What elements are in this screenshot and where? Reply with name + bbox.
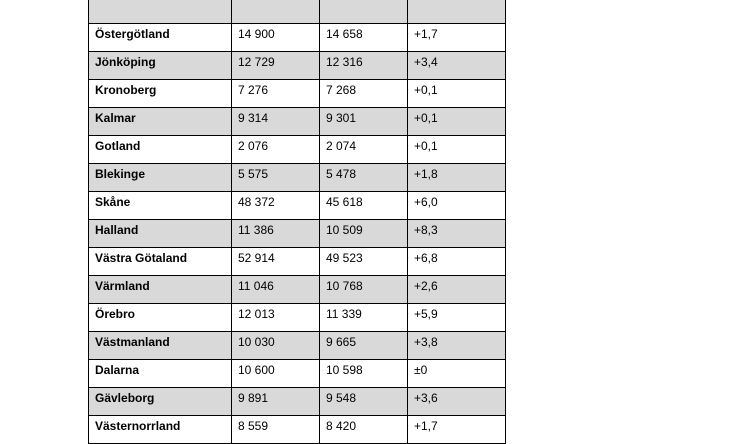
change-cell xyxy=(408,0,506,24)
region-cell: Skåne xyxy=(89,192,232,220)
value-1-cell: 10 600 xyxy=(232,360,320,388)
region-cell: Halland xyxy=(89,220,232,248)
value-1-cell: 9 314 xyxy=(232,108,320,136)
value-2-cell: 14 658 xyxy=(320,24,408,52)
value-2-cell: 9 548 xyxy=(320,388,408,416)
value-2-cell: 9 301 xyxy=(320,108,408,136)
change-cell: ±0 xyxy=(408,360,506,388)
change-cell: +0,1 xyxy=(408,80,506,108)
table-body xyxy=(89,0,506,444)
table-row xyxy=(89,304,506,332)
value-2-cell: 45 618 xyxy=(320,192,408,220)
value-2-cell: 8 420 xyxy=(320,416,408,444)
value-2-cell xyxy=(320,0,408,24)
change-cell: +5,9 xyxy=(408,304,506,332)
table-row xyxy=(89,52,506,80)
region-cell: Västmanland xyxy=(89,332,232,360)
region-cell: Västra Götaland xyxy=(89,248,232,276)
region-cell: Värmland xyxy=(89,276,232,304)
table-row xyxy=(89,164,506,192)
value-1-cell: 11 386 xyxy=(232,220,320,248)
table-row xyxy=(89,108,506,136)
value-1-cell: 48 372 xyxy=(232,192,320,220)
region-cell: Kalmar xyxy=(89,108,232,136)
value-2-cell: 2 074 xyxy=(320,136,408,164)
change-cell: +6,8 xyxy=(408,248,506,276)
value-2-cell: 9 665 xyxy=(320,332,408,360)
change-cell: +8,3 xyxy=(408,220,506,248)
region-statistics-table xyxy=(88,0,506,444)
table-row xyxy=(89,80,506,108)
value-1-cell: 9 891 xyxy=(232,388,320,416)
value-2-cell: 12 316 xyxy=(320,52,408,80)
table-row xyxy=(89,416,506,444)
region-cell: Västernorrland xyxy=(89,416,232,444)
region-cell: Blekinge xyxy=(89,164,232,192)
table-row xyxy=(89,220,506,248)
table-row xyxy=(89,136,506,164)
change-cell: +3,8 xyxy=(408,332,506,360)
value-1-cell: 8 559 xyxy=(232,416,320,444)
table-row xyxy=(89,360,506,388)
region-cell: Kronoberg xyxy=(89,80,232,108)
table-row xyxy=(89,388,506,416)
value-1-cell: 14 900 xyxy=(232,24,320,52)
value-1-cell: 7 276 xyxy=(232,80,320,108)
table-row xyxy=(89,0,506,24)
value-1-cell: 11 046 xyxy=(232,276,320,304)
value-1-cell: 12 729 xyxy=(232,52,320,80)
table-row xyxy=(89,24,506,52)
value-1-cell: 5 575 xyxy=(232,164,320,192)
change-cell: +3,6 xyxy=(408,388,506,416)
region-cell: Örebro xyxy=(89,304,232,332)
table-row xyxy=(89,276,506,304)
change-cell: +0,1 xyxy=(408,136,506,164)
value-2-cell: 10 598 xyxy=(320,360,408,388)
change-cell: +3,4 xyxy=(408,52,506,80)
value-2-cell: 10 768 xyxy=(320,276,408,304)
region-cell: Jönköping xyxy=(89,52,232,80)
region-cell: Dalarna xyxy=(89,360,232,388)
value-2-cell: 7 268 xyxy=(320,80,408,108)
value-1-cell: 10 030 xyxy=(232,332,320,360)
table-row xyxy=(89,192,506,220)
change-cell: +0,1 xyxy=(408,108,506,136)
region-cell: Gotland xyxy=(89,136,232,164)
change-cell: +1,7 xyxy=(408,24,506,52)
value-1-cell: 2 076 xyxy=(232,136,320,164)
value-2-cell: 10 509 xyxy=(320,220,408,248)
region-cell: Gävleborg xyxy=(89,388,232,416)
value-2-cell: 49 523 xyxy=(320,248,408,276)
table-row xyxy=(89,332,506,360)
region-cell xyxy=(89,0,232,24)
change-cell: +1,7 xyxy=(408,416,506,444)
table-row xyxy=(89,248,506,276)
region-cell: Östergötland xyxy=(89,24,232,52)
value-1-cell: 52 914 xyxy=(232,248,320,276)
value-1-cell: 12 013 xyxy=(232,304,320,332)
value-2-cell: 11 339 xyxy=(320,304,408,332)
change-cell: +2,6 xyxy=(408,276,506,304)
value-1-cell xyxy=(232,0,320,24)
change-cell: +1,8 xyxy=(408,164,506,192)
change-cell: +6,0 xyxy=(408,192,506,220)
value-2-cell: 5 478 xyxy=(320,164,408,192)
